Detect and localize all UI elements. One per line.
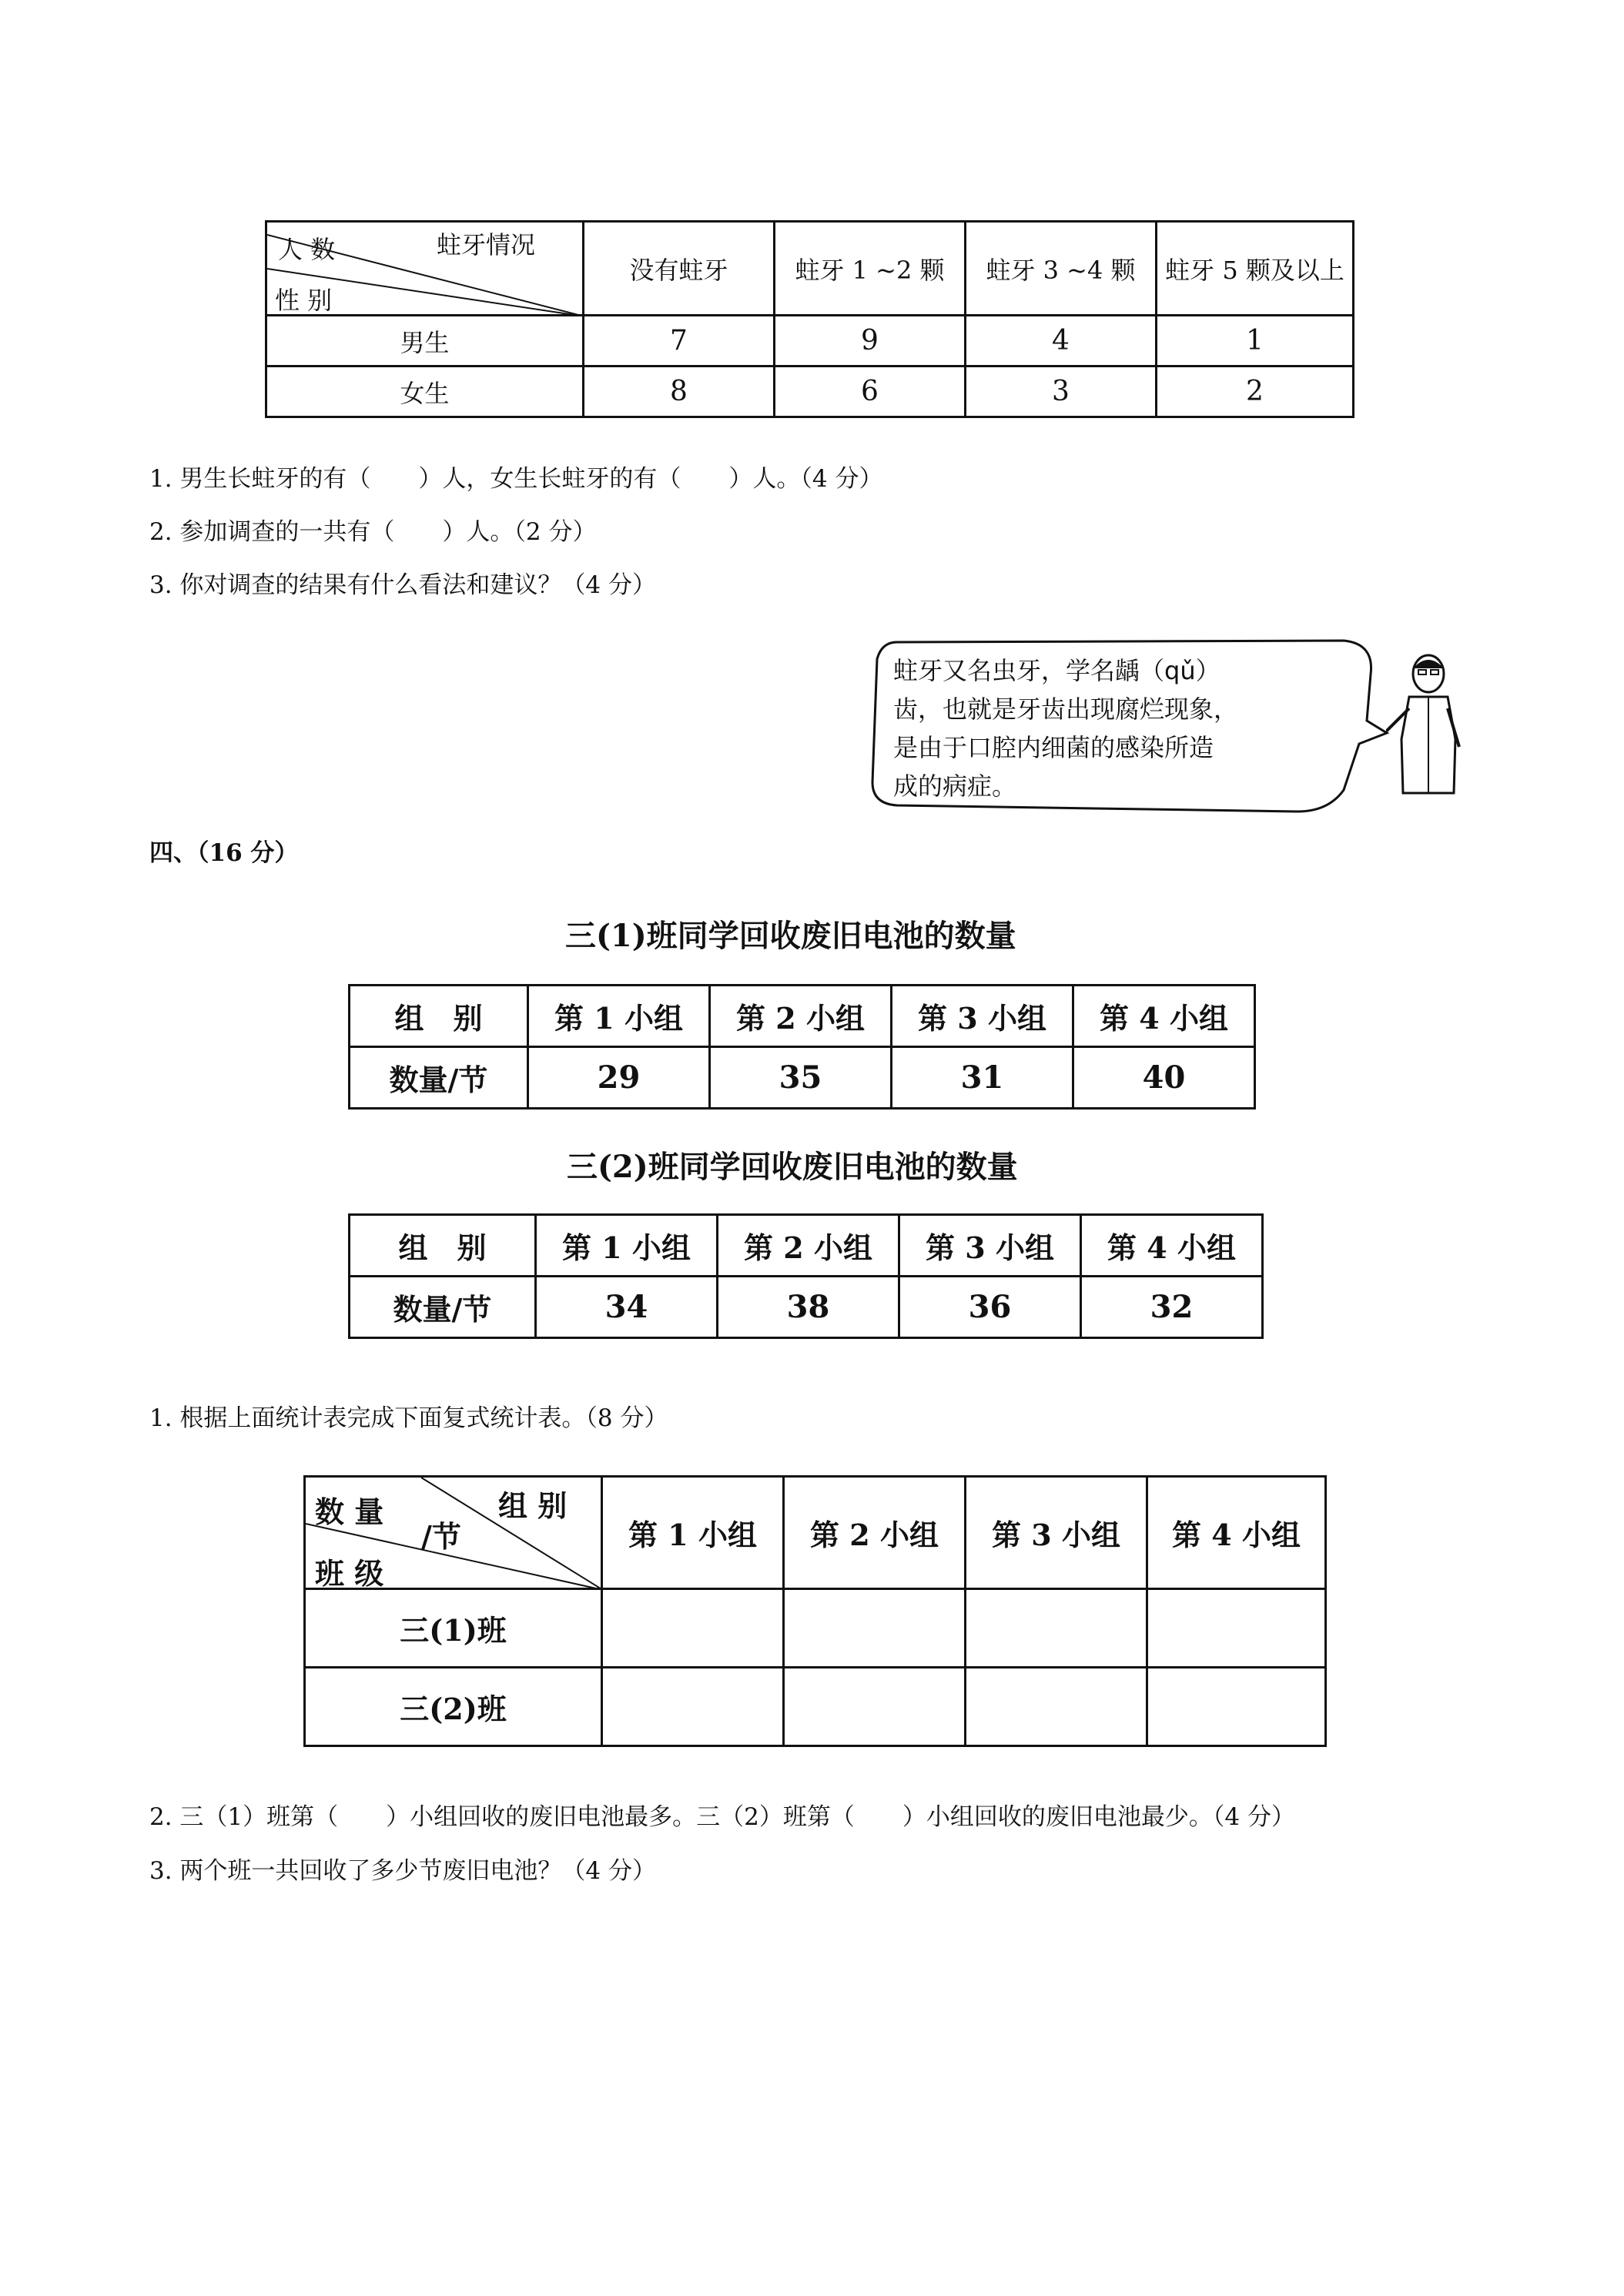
table-cell: 1 xyxy=(1157,316,1354,366)
table-title: 三(1)班同学回收废旧电池的数量 xyxy=(565,918,1016,954)
group-header: 第 4 小组 xyxy=(1081,1215,1263,1277)
table-cell: 38 xyxy=(718,1277,899,1338)
teacher-illustration xyxy=(1386,647,1471,801)
section4-question-3: 3. 两个班一共回收了多少节废旧电池？（4 分） xyxy=(149,1857,657,1885)
table-cell: 6 xyxy=(775,366,966,417)
header-class: 班 级 xyxy=(315,1556,384,1591)
blank-cell[interactable] xyxy=(602,1668,784,1746)
question-2: 2. 参加调查的一共有（ ）人。（2 分） xyxy=(149,518,597,546)
bubble-text xyxy=(893,651,1371,805)
header-quantity: 数 量 xyxy=(315,1494,384,1529)
blank-cell[interactable] xyxy=(966,1668,1147,1746)
blank-cell[interactable] xyxy=(602,1589,784,1668)
table-row xyxy=(266,316,1354,366)
table-cell: 31 xyxy=(892,1047,1073,1109)
column-header: 蛀牙 3 ~4 颗 xyxy=(966,222,1157,316)
column-header: 蛀牙 5 颗及以上 xyxy=(1157,222,1354,316)
row-label: 数量/节 xyxy=(350,1047,528,1109)
class1-table xyxy=(348,984,1256,1110)
group-header: 第 3 小组 xyxy=(892,986,1073,1047)
row-label: 女生 xyxy=(266,366,584,417)
table-cell: 8 xyxy=(584,366,775,417)
table-cell: 35 xyxy=(710,1047,892,1109)
row-label: 三(1)班 xyxy=(305,1589,602,1668)
section4-question-1: 1. 根据上面统计表完成下面复式统计表。（8 分） xyxy=(149,1404,668,1432)
survey-header-diagonal-cell xyxy=(266,222,584,316)
table-cell: 34 xyxy=(536,1277,718,1338)
class2-table xyxy=(348,1213,1264,1339)
column-header: 没有蛀牙 xyxy=(584,222,775,316)
table-cell: 3 xyxy=(966,366,1157,417)
blank-cell[interactable] xyxy=(784,1668,966,1746)
question-3: 3. 你对调查的结果有什么看法和建议？（4 分） xyxy=(149,571,657,599)
row-label: 男生 xyxy=(266,316,584,366)
table-row xyxy=(305,1668,1326,1746)
group-header: 第 3 小组 xyxy=(899,1215,1081,1277)
group-header: 第 4 小组 xyxy=(1147,1477,1326,1589)
group-header: 第 4 小组 xyxy=(1073,986,1255,1047)
compound-table xyxy=(303,1475,1327,1747)
group-header: 第 3 小组 xyxy=(966,1477,1147,1589)
section-heading: 四、（16 分） xyxy=(149,839,299,867)
row-label: 数量/节 xyxy=(350,1277,536,1338)
group-header: 第 1 小组 xyxy=(602,1477,784,1589)
header-label: 组 别 xyxy=(350,986,528,1047)
question-1: 1. 男生长蛀牙的有（ ）人，女生长蛀牙的有（ ）人。（4 分） xyxy=(149,465,883,493)
bubble-line: 齿，也就是牙齿出现腐烂现象， xyxy=(893,694,1239,724)
group-header: 第 2 小组 xyxy=(784,1477,966,1589)
compound-header-diagonal-cell xyxy=(305,1477,602,1589)
survey-table xyxy=(265,220,1354,418)
header-cavity-status: 蛀牙情况 xyxy=(437,230,536,259)
blank-cell[interactable] xyxy=(1147,1589,1326,1668)
group-header: 第 1 小组 xyxy=(528,986,710,1047)
table-row xyxy=(266,366,1354,417)
group-header: 第 1 小组 xyxy=(536,1215,718,1277)
header-gender: 性 别 xyxy=(275,286,333,315)
table-cell: 9 xyxy=(775,316,966,366)
header-group: 组 别 xyxy=(498,1488,568,1523)
table-cell: 7 xyxy=(584,316,775,366)
blank-cell[interactable] xyxy=(1147,1668,1326,1746)
table-row xyxy=(305,1589,1326,1668)
table-cell: 32 xyxy=(1081,1277,1263,1338)
blank-cell[interactable] xyxy=(966,1589,1147,1668)
table-cell: 4 xyxy=(966,316,1157,366)
table-title: 三(2)班同学回收废旧电池的数量 xyxy=(567,1149,1018,1185)
row-label: 三(2)班 xyxy=(305,1668,602,1746)
section4-question-2: 2. 三（1）班第（ ）小组回收的废旧电池最多。三（2）班第（ ）小组回收的废旧电池最少。（4 分） xyxy=(149,1803,1295,1831)
blank-cell[interactable] xyxy=(784,1589,966,1668)
header-people-count: 人 数 xyxy=(278,235,336,264)
header-unit: /节 xyxy=(421,1519,461,1554)
group-header: 第 2 小组 xyxy=(718,1215,899,1277)
column-header: 蛀牙 1 ~2 颗 xyxy=(775,222,966,316)
table-cell: 29 xyxy=(528,1047,710,1109)
table-cell: 2 xyxy=(1157,366,1354,417)
table-cell: 40 xyxy=(1073,1047,1255,1109)
bubble-line: 成的病症。 xyxy=(893,771,1017,801)
bubble-line: 蛀牙又名虫牙，学名龋（qǔ） xyxy=(893,656,1221,685)
table-cell: 36 xyxy=(899,1277,1081,1338)
bubble-line: 是由于口腔内细菌的感染所造 xyxy=(893,733,1214,762)
header-label: 组 别 xyxy=(350,1215,536,1277)
group-header: 第 2 小组 xyxy=(710,986,892,1047)
